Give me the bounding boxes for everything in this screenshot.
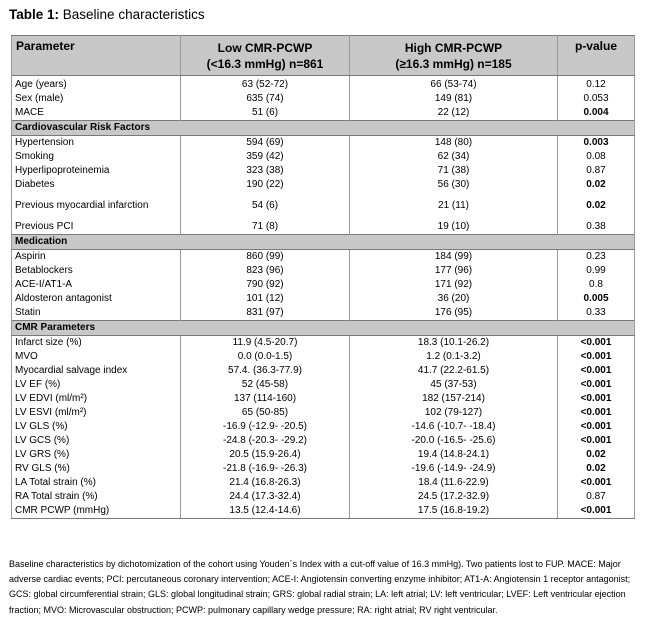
row-parameter: Betablockers [12, 264, 181, 278]
row-low-value: 11.9 (4.5-20.7) [181, 336, 350, 351]
table-row [12, 220, 635, 235]
table-title [9, 7, 205, 23]
header-parameter: Parameter [12, 36, 181, 76]
row-p-value: 0.12 [558, 76, 635, 93]
row-p-value: <0.001 [558, 434, 635, 448]
row-parameter: Infarct size (%) [12, 336, 181, 351]
row-high-value: 66 (53-74) [350, 76, 558, 93]
row-low-value: 63 (52-72) [181, 76, 350, 93]
table-row [12, 490, 635, 504]
row-low-value: 594 (69) [181, 136, 350, 151]
table-row [12, 192, 635, 220]
row-p-value: 0.87 [558, 490, 635, 504]
table-caption: Baseline characteristics [62, 7, 205, 22]
table-row [12, 378, 635, 392]
section-header [12, 121, 635, 136]
header-low-line2: (<16.3 mmHg) n=861 [206, 56, 324, 71]
row-high-value: 184 (99) [350, 250, 558, 265]
row-high-value: 19 (10) [350, 220, 558, 235]
table-row [12, 364, 635, 378]
table-row [12, 306, 635, 321]
row-p-value: <0.001 [558, 392, 635, 406]
row-low-value: 323 (38) [181, 164, 350, 178]
row-parameter: RV GLS (%) [12, 462, 181, 476]
row-high-value: 149 (81) [350, 92, 558, 106]
row-high-value: -20.0 (-16.5- -25.6) [350, 434, 558, 448]
row-parameter: Previous PCI [12, 220, 181, 235]
row-high-value: 41.7 (22.2-61.5) [350, 364, 558, 378]
row-low-value: 190 (22) [181, 178, 350, 192]
row-low-value: 0.0 (0.0-1.5) [181, 350, 350, 364]
row-low-value: 57.4. (36.3-77.9) [181, 364, 350, 378]
row-low-value: 790 (92) [181, 278, 350, 292]
row-high-value: 24.5 (17.2-32.9) [350, 490, 558, 504]
header-high-line2: (≥16.3 mmHg) n=185 [395, 56, 512, 71]
row-low-value: 71 (8) [181, 220, 350, 235]
row-high-value: 21 (11) [350, 192, 558, 220]
row-high-value: 176 (95) [350, 306, 558, 321]
row-low-value: 54 (6) [181, 192, 350, 220]
row-parameter: Hypertension [12, 136, 181, 151]
row-parameter: Smoking [12, 150, 181, 164]
row-p-value: 0.08 [558, 150, 635, 164]
row-p-value: 0.87 [558, 164, 635, 178]
section-header [12, 321, 635, 336]
table-row [12, 250, 635, 265]
row-p-value: 0.02 [558, 178, 635, 192]
row-low-value: 359 (42) [181, 150, 350, 164]
row-parameter: ACE-I/AT1-A [12, 278, 181, 292]
row-low-value: 52 (45-58) [181, 378, 350, 392]
row-high-value: -19.6 (-14.9- -24.9) [350, 462, 558, 476]
row-p-value: <0.001 [558, 336, 635, 351]
row-parameter: Aspirin [12, 250, 181, 265]
table-row [12, 504, 635, 519]
row-p-value: 0.02 [558, 462, 635, 476]
row-high-value: 22 (12) [350, 106, 558, 121]
table-row [12, 476, 635, 490]
row-low-value: -21.8 (-16.9- -26.3) [181, 462, 350, 476]
row-p-value: 0.003 [558, 136, 635, 151]
row-parameter: MACE [12, 106, 181, 121]
row-p-value: <0.001 [558, 406, 635, 420]
row-p-value: 0.02 [558, 448, 635, 462]
row-low-value: 101 (12) [181, 292, 350, 306]
row-high-value: 177 (96) [350, 264, 558, 278]
row-high-value: 56 (30) [350, 178, 558, 192]
table-row [12, 406, 635, 420]
row-p-value: 0.99 [558, 264, 635, 278]
row-parameter: Hyperlipoproteinemia [12, 164, 181, 178]
row-high-value: 182 (157-214) [350, 392, 558, 406]
row-low-value: 65 (50-85) [181, 406, 350, 420]
row-parameter: CMR PCWP (mmHg) [12, 504, 181, 519]
header-high-line1: High CMR-PCWP [404, 40, 503, 55]
row-p-value: <0.001 [558, 364, 635, 378]
row-parameter: LV EDVI (ml/m²) [12, 392, 181, 406]
row-parameter: LV GCS (%) [12, 434, 181, 448]
table-row [12, 264, 635, 278]
table-row [12, 92, 635, 106]
row-low-value: 831 (97) [181, 306, 350, 321]
row-low-value: 860 (99) [181, 250, 350, 265]
table-row [12, 164, 635, 178]
header-pvalue: p-value [558, 36, 635, 76]
row-parameter: Sex (male) [12, 92, 181, 106]
row-low-value: -24.8 (-20.3- -29.2) [181, 434, 350, 448]
row-parameter: Age (years) [12, 76, 181, 93]
row-high-value: 62 (34) [350, 150, 558, 164]
table-row [12, 278, 635, 292]
row-parameter: LA Total strain (%) [12, 476, 181, 490]
row-p-value: 0.02 [558, 192, 635, 220]
table-row [12, 462, 635, 476]
table-row [12, 292, 635, 306]
row-high-value: 19.4 (14.8-24.1) [350, 448, 558, 462]
table-row [12, 448, 635, 462]
table-row [12, 150, 635, 164]
row-parameter: Statin [12, 306, 181, 321]
row-p-value: <0.001 [558, 350, 635, 364]
table-row [12, 434, 635, 448]
table-row [12, 350, 635, 364]
section-title: CMR Parameters [12, 321, 635, 336]
row-low-value: 13.5 (12.4-14.6) [181, 504, 350, 519]
row-high-value: 45 (37-53) [350, 378, 558, 392]
row-parameter: Aldosteron antagonist [12, 292, 181, 306]
row-p-value: <0.001 [558, 378, 635, 392]
table-row [12, 106, 635, 121]
row-low-value: 823 (96) [181, 264, 350, 278]
row-p-value: 0.004 [558, 106, 635, 121]
header-low-line1: Low CMR-PCWP [217, 40, 313, 55]
row-parameter: Myocardial salvage index [12, 364, 181, 378]
row-low-value: 21.4 (16.8-26.3) [181, 476, 350, 490]
row-p-value: 0.8 [558, 278, 635, 292]
row-high-value: 18.3 (10.1-26.2) [350, 336, 558, 351]
row-parameter: LV EF (%) [12, 378, 181, 392]
table-row [12, 392, 635, 406]
table-row [12, 136, 635, 151]
row-high-value: 36 (20) [350, 292, 558, 306]
row-p-value: <0.001 [558, 504, 635, 519]
table-row [12, 76, 635, 93]
row-parameter: LV GRS (%) [12, 448, 181, 462]
header-low [181, 36, 350, 76]
row-parameter: Diabetes [12, 178, 181, 192]
baseline-table [11, 35, 635, 519]
row-p-value: 0.33 [558, 306, 635, 321]
header-row [12, 36, 635, 76]
table-row [12, 336, 635, 351]
row-high-value: 71 (38) [350, 164, 558, 178]
row-parameter: MVO [12, 350, 181, 364]
row-high-value: 171 (92) [350, 278, 558, 292]
row-low-value: 51 (6) [181, 106, 350, 121]
table-row [12, 420, 635, 434]
row-low-value: -16.9 (-12.9- -20.5) [181, 420, 350, 434]
table-body [12, 76, 635, 519]
row-high-value: -14.6 (-10.7- -18.4) [350, 420, 558, 434]
row-low-value: 20.5 (15.9-26.4) [181, 448, 350, 462]
row-parameter: LV ESVI (ml/m²) [12, 406, 181, 420]
row-p-value: 0.38 [558, 220, 635, 235]
row-high-value: 17.5 (16.8-19.2) [350, 504, 558, 519]
row-p-value: <0.001 [558, 420, 635, 434]
row-low-value: 137 (114-160) [181, 392, 350, 406]
section-title: Medication [12, 235, 635, 250]
row-low-value: 24.4 (17.3-32.4) [181, 490, 350, 504]
row-p-value: 0.005 [558, 292, 635, 306]
row-high-value: 1.2 (0.1-3.2) [350, 350, 558, 364]
footnote: Baseline characteristics by dichotomization of the cohort using Youden´s Index with a cut-off value of 16.3 mmHg). Two patients lost to FUP. MACE: Major adverse cardiac events; PCI: percutaneous coronary intervention; ACE-I: Angiotensin converting enzyme inhibitor; AT1-A: Angiotensin 1 receptor antagonist; GCS: global circumferential strain; GLS: global longitudinal strain; GRS: global radial strain; LA: left atrial; LV: left ventricular; LVEF: Left ventricular ejection fraction; MVO: Microvascular obstruction; PCWP: pulmonary capillary wedge pressure; RA: right atrial; RV right ventricular. [9, 559, 631, 615]
row-p-value: 0.053 [558, 92, 635, 106]
table-row [12, 178, 635, 192]
table-label: Table 1: [9, 7, 60, 22]
section-title: Cardiovascular Risk Factors [12, 121, 635, 136]
row-parameter: LV GLS (%) [12, 420, 181, 434]
header-high [350, 36, 558, 76]
row-high-value: 18.4 (11.6-22.9) [350, 476, 558, 490]
row-high-value: 148 (80) [350, 136, 558, 151]
row-parameter: RA Total strain (%) [12, 490, 181, 504]
row-parameter: Previous myocardial infarction [12, 192, 181, 220]
row-p-value: 0.23 [558, 250, 635, 265]
section-header [12, 235, 635, 250]
row-low-value: 635 (74) [181, 92, 350, 106]
row-high-value: 102 (79-127) [350, 406, 558, 420]
row-p-value: <0.001 [558, 476, 635, 490]
